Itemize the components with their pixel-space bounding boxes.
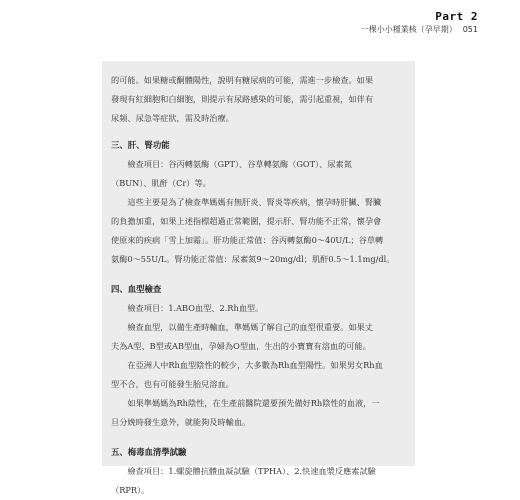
paragraph bbox=[111, 193, 406, 269]
text-line: 的可能。如果糖或酮體陽性，說明有糖尿病的可能，需進一步檢查。如果 bbox=[111, 75, 374, 85]
text-line: （RPR）。 bbox=[111, 485, 150, 495]
text-line: 檢查項目：1.ABO血型、2.Rh血型。 bbox=[127, 303, 264, 313]
section-heading-blood-type: 四、血型檢查 bbox=[111, 284, 162, 294]
text-line: 使原來的疾病「雪上加霜」。肝功能正常值：谷丙轉氨酶0～40U/L；谷草轉 bbox=[111, 235, 384, 245]
page-header bbox=[361, 10, 478, 35]
page-number: 051 bbox=[462, 25, 478, 34]
paragraph bbox=[111, 356, 406, 394]
section-heading-syphilis-test: 五、梅毒血清學試驗 bbox=[111, 447, 187, 457]
text-line: 在亞洲人中Rh血型陰性的較少，大多數為Rh血型陽性。如果男女Rh血 bbox=[127, 360, 383, 370]
text-line: 尿頻、尿急等症狀，需及時治療。 bbox=[111, 113, 234, 123]
text-line: 檢查項目：1.螺旋體抗體血凝試驗（TPHA）、2.快速血漿反應素試驗 bbox=[127, 466, 376, 476]
text-line: 的負擔加重，如果上述指標超過正常範圍，提示肝、腎功能不正常，懷孕會 bbox=[111, 216, 382, 226]
text-line: 如果準媽媽為Rh陰性，在生產前醫院還要預先備好Rh陰性的血液，一 bbox=[127, 398, 380, 408]
paragraph bbox=[111, 299, 406, 318]
part-label: Part 2 bbox=[435, 10, 478, 23]
text-line: 檢查血型，以備生產時輸血，準媽媽了解自己的血型很重要。如果丈 bbox=[127, 322, 374, 332]
paragraph bbox=[111, 462, 406, 500]
chapter-subtitle: 一棵小小種業核（孕早期） bbox=[360, 25, 457, 34]
text-line: 氨酶0～55U/L。腎功能正常值：尿素氮9～20mg/dl；肌酐0.5～1.1mg/dl。 bbox=[111, 254, 395, 264]
header-subline bbox=[361, 24, 478, 35]
text-line: 型不合，也有可能發生胎兒溶血。 bbox=[111, 379, 234, 389]
paragraph bbox=[111, 394, 406, 432]
text-line: 這些主要是為了檢查準媽媽有無肝炎、腎炎等疾病，懷孕時肝臟、腎臟 bbox=[127, 197, 382, 207]
text-line: 旦分娩時發生意外，就能夠及時輸血。 bbox=[111, 417, 251, 427]
text-line: 發現有紅細胞和白細胞，則提示有尿路感染的可能，需引起重視，如伴有 bbox=[111, 94, 374, 104]
paragraph bbox=[111, 155, 406, 193]
text-line: （BUN）、肌酐（Cr）等。 bbox=[111, 178, 211, 188]
text-line: 檢查項目：谷丙轉氨酶（GPT）、谷草轉氨酶（GOT）、尿素氮 bbox=[127, 159, 352, 169]
content-panel bbox=[102, 61, 415, 495]
text-line: 夫為A型、B型或AB型血，孕婦為O型血，生出的小寶寶有溶血的可能。 bbox=[111, 341, 371, 351]
section-heading-liver-kidney: 三、肝、腎功能 bbox=[111, 140, 170, 150]
intro-paragraph bbox=[111, 71, 406, 128]
paragraph bbox=[111, 318, 406, 356]
